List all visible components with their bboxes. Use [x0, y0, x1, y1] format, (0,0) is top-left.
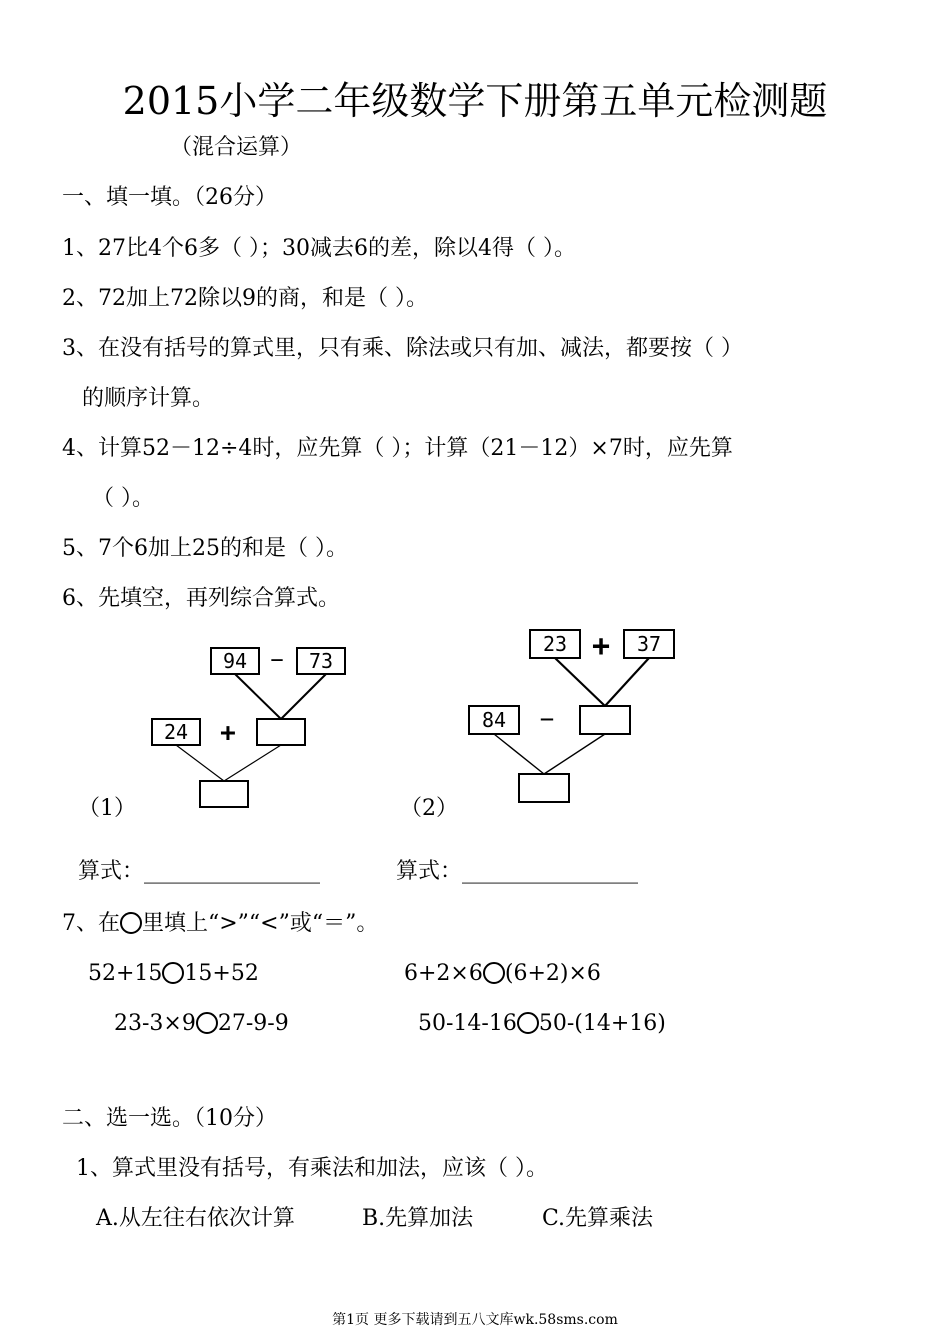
- question-6: 6、先填空，再列综合算式。: [62, 586, 340, 611]
- subtitle: （混合运算）: [170, 135, 303, 160]
- box-73-text: 73: [308, 649, 334, 673]
- box-23-text: 23: [542, 632, 568, 656]
- question-1: 1、27比4个6多（ ）；30减去6的差，除以4得（ ）。: [62, 236, 576, 261]
- page-title: 2015小学二年级数学下册第五单元检测题: [122, 79, 828, 123]
- question-2: 2、72加上72除以9的商，和是（ ）。: [62, 286, 428, 311]
- diagram-2-label: （2）: [400, 796, 458, 821]
- compare-3: [114, 1010, 289, 1038]
- compare-1-right: 15+52: [184, 961, 259, 986]
- op-plus-2: +: [591, 629, 611, 664]
- op-minus-2: −: [539, 705, 555, 733]
- option-b: B.先算加法: [362, 1206, 474, 1231]
- tree-diagram-1: [140, 640, 360, 815]
- option-a: A.从左往右依次计算: [96, 1206, 295, 1231]
- question-7-suffix: 里填上“>”“<”或“＝”。: [142, 911, 379, 936]
- section2-heading: 二、选一选。（10分）: [62, 1106, 277, 1131]
- compare-2-right: (6+2)×6: [504, 961, 601, 986]
- page-footer: 第1页 更多下载请到五八文库wk.58sms.com: [332, 1312, 618, 1328]
- section2-question-1: 1、算式里没有括号，有乘法和加法，应该（ ）。: [76, 1156, 548, 1181]
- compare-2: [404, 960, 601, 988]
- compare-2-left: 6+2×6: [404, 961, 483, 986]
- blank-box-1b: [200, 781, 248, 807]
- compare-2-circle[interactable]: [483, 962, 505, 984]
- blank-box-2b: [519, 774, 569, 802]
- compare-1-circle[interactable]: [162, 962, 184, 984]
- question-7-prefix: 7、在: [62, 911, 120, 936]
- question-7: [62, 910, 378, 938]
- blank-box-1a: [257, 719, 305, 745]
- formula-2: 算式：________________: [396, 859, 639, 884]
- circle-icon: [120, 912, 142, 934]
- compare-3-left: 23-3×9: [114, 1011, 196, 1036]
- compare-3-right: 27-9-9: [217, 1011, 289, 1036]
- formula-1: 算式：________________: [78, 859, 321, 884]
- compare-4-left: 50-14-16: [418, 1011, 517, 1036]
- section1-heading: 一、填一填。（26分）: [62, 185, 277, 210]
- op-plus-1: +: [220, 718, 236, 748]
- box-37-text: 37: [636, 632, 662, 656]
- box-84-text: 84: [481, 708, 507, 732]
- compare-1-left: 52+15: [88, 961, 163, 986]
- box-94-text: 94: [222, 649, 248, 673]
- question-5: 5、7个6加上25的和是（ ）。: [62, 536, 348, 561]
- option-c: C.先算乘法: [542, 1206, 654, 1231]
- question-4-line2: （ ）。: [92, 486, 154, 511]
- box-24-text: 24: [163, 720, 189, 744]
- compare-4: [418, 1010, 666, 1038]
- compare-1: [88, 960, 259, 988]
- question-4-line1: 4、计算52－12÷4时，应先算（ ）；计算（21－12）×7时，应先算: [62, 436, 733, 461]
- compare-4-circle[interactable]: [517, 1012, 539, 1034]
- compare-4-right: 50-(14+16): [538, 1011, 666, 1036]
- tree-diagram-2: [455, 620, 695, 810]
- question-3-line1: 3、在没有括号的算式里，只有乘、除法或只有加、减法，都要按（ ）: [62, 336, 743, 361]
- blank-box-2a: [580, 706, 630, 734]
- op-minus-1: −: [270, 648, 284, 673]
- diagram-1-label: （1）: [78, 796, 136, 821]
- question-3-line2: 的顺序计算。: [82, 386, 215, 411]
- compare-3-circle[interactable]: [196, 1012, 218, 1034]
